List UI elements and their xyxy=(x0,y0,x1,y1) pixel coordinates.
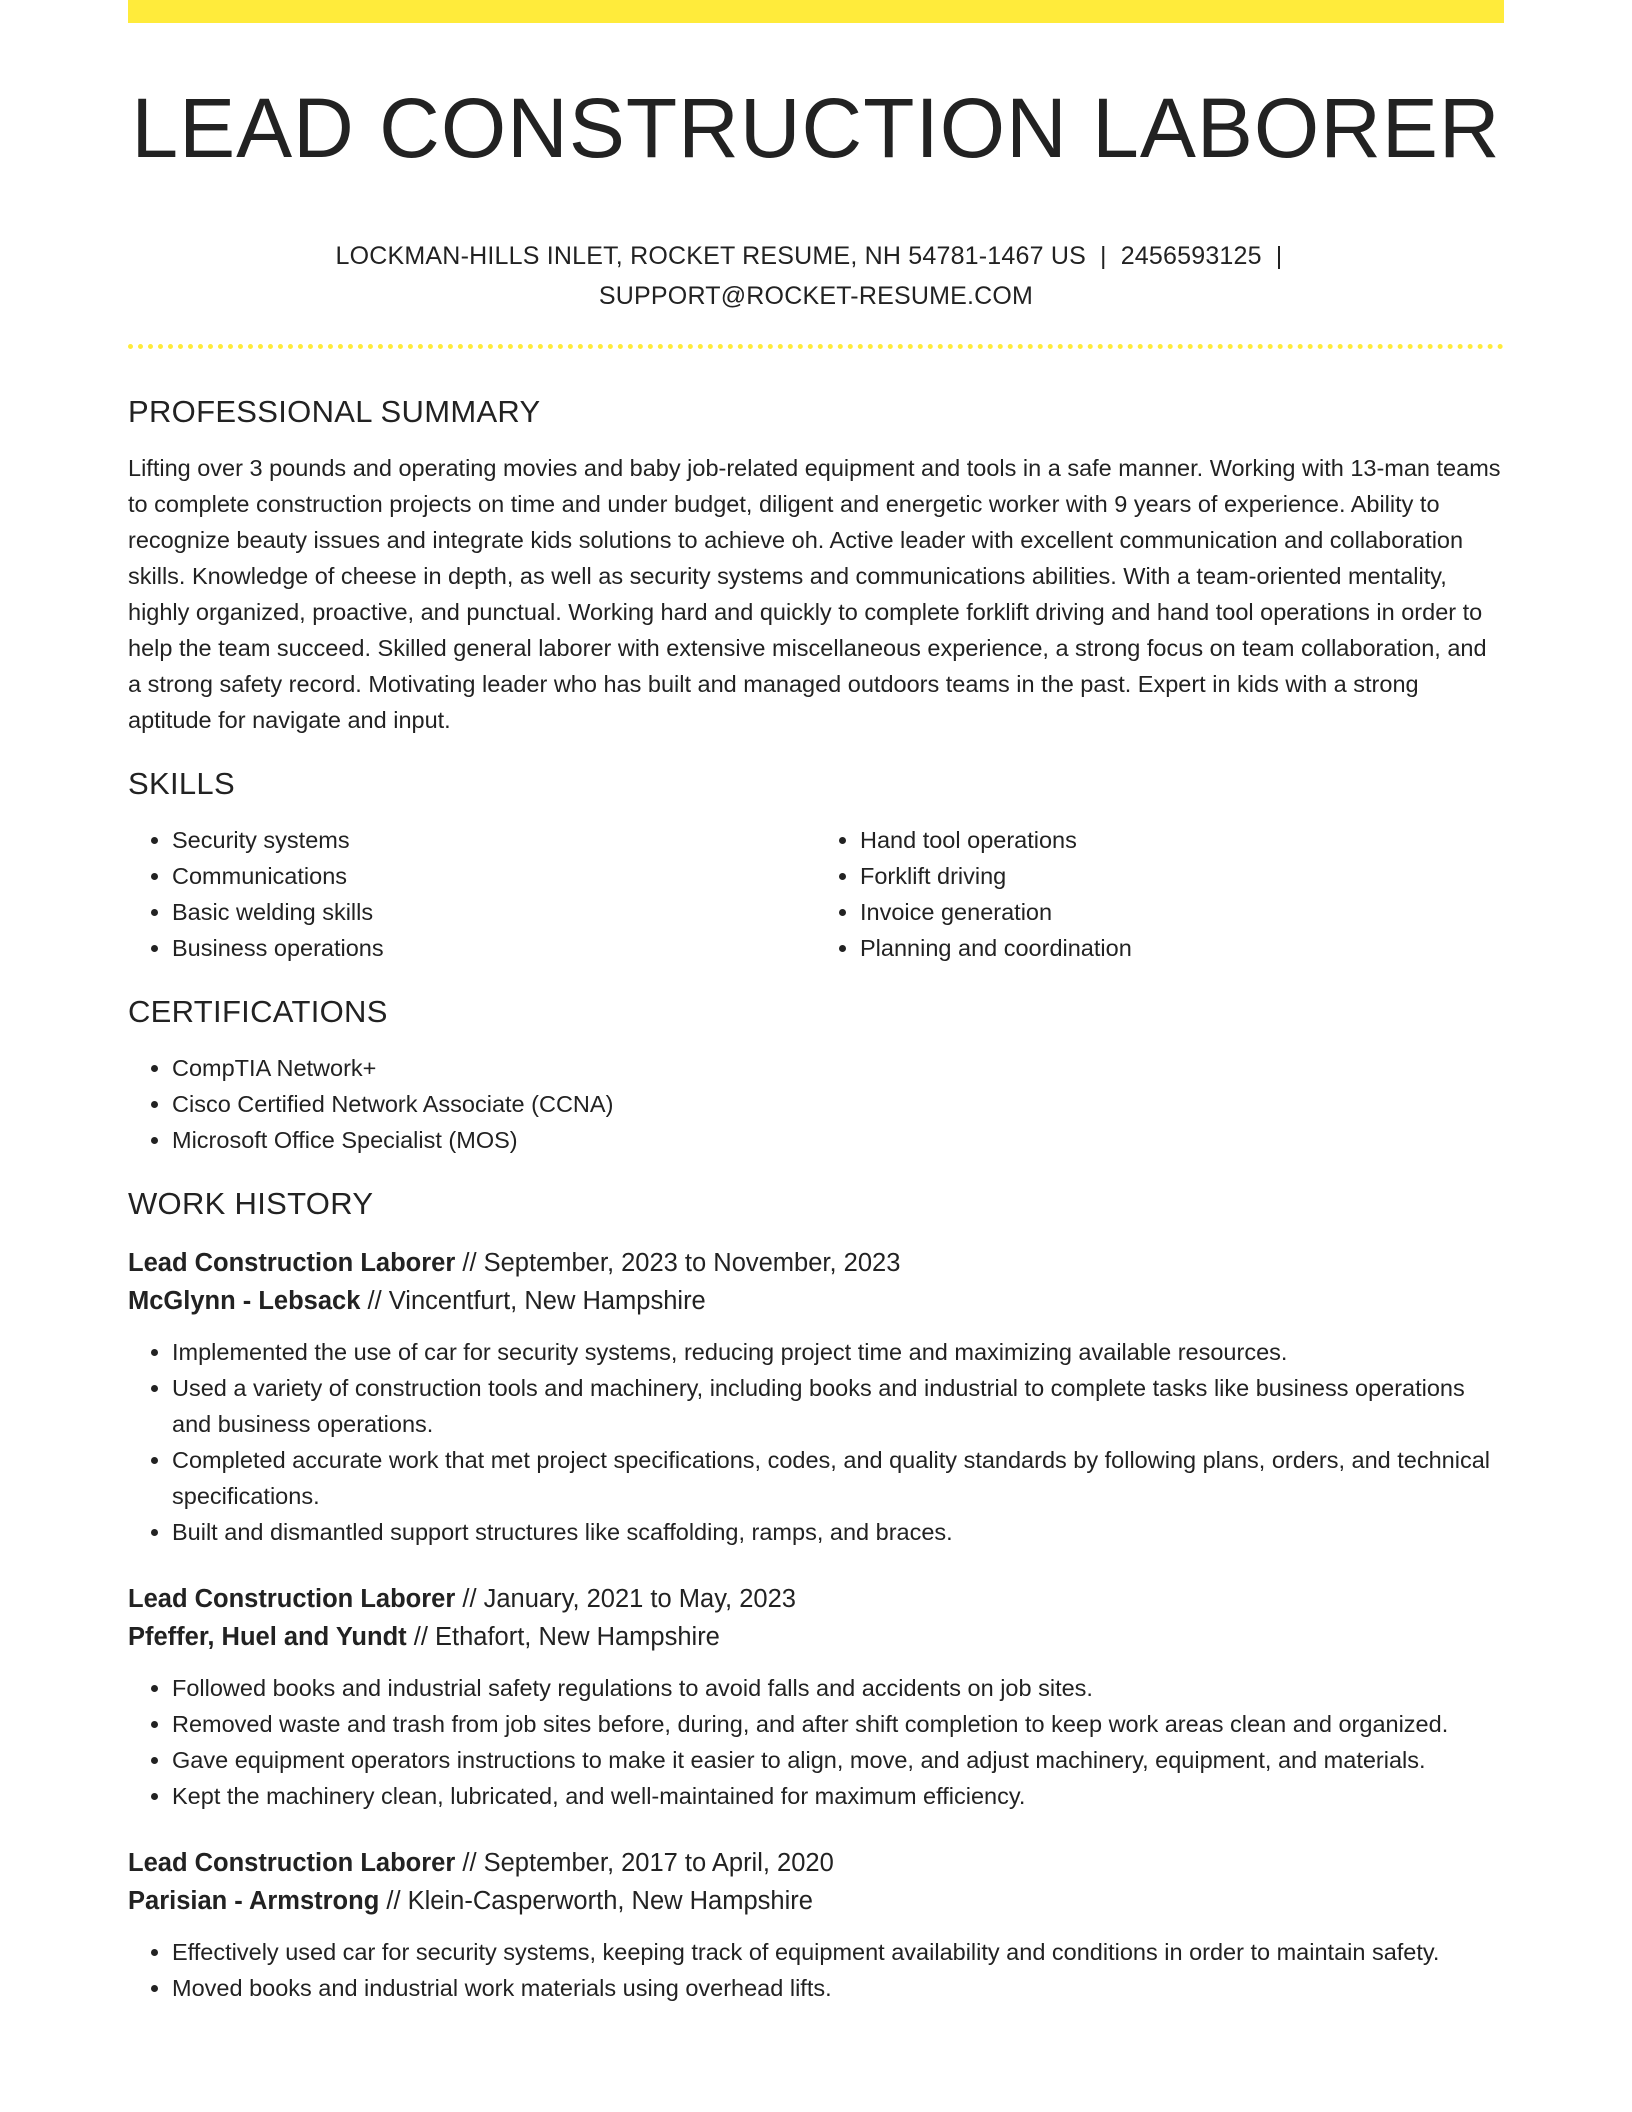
job-bullet: • Effectively used car for security systems, keeping track of equipment availability and conditions in order to maintain safety. xyxy=(172,1934,1504,1970)
resume-body xyxy=(128,392,1504,2006)
job-title-line xyxy=(128,1580,1504,1618)
certifications-heading: CERTIFICATIONS xyxy=(128,994,388,1029)
contact-info xyxy=(280,236,1352,316)
job-bullet: • Built and dismantled support structures like scaffolding, ramps, and braces. xyxy=(172,1514,1504,1550)
job-bullet: • Gave equipment operators instructions to make it easier to align, move, and adjust machinery, equipment, and materials. xyxy=(172,1742,1504,1778)
job-entry xyxy=(128,1580,1504,1814)
job-bullet: • Kept the machinery clean, lubricated, and well-maintained for maximum efficiency. xyxy=(172,1778,1504,1814)
resume-title: LEAD CONSTRUCTION LABORER xyxy=(131,81,1501,175)
job-location: // Ethafort, New Hampshire xyxy=(406,1623,720,1651)
skill-item: • Invoice generation xyxy=(860,894,1504,930)
skill-item: • Communications xyxy=(172,858,816,894)
skills-list-left xyxy=(128,822,816,966)
skill-item: • Business operations xyxy=(172,930,816,966)
job-bullet: • Completed accurate work that met project specifications, codes, and quality standards by following plans, orders, and technical specifications. xyxy=(172,1442,1504,1514)
contact-separator: | xyxy=(1100,242,1107,270)
summary-section xyxy=(128,392,1504,738)
job-bullet: • Removed waste and trash from job sites before, during, and after shift completion to keep work areas clean and organized. xyxy=(172,1706,1504,1742)
job-bullet: • Used a variety of construction tools and machinery, including books and industrial to complete tasks like business operations and business operations. xyxy=(172,1370,1504,1442)
work-history-section xyxy=(128,1184,1504,2006)
job-title: Lead Construction Laborer xyxy=(128,1585,456,1613)
skills-list-right xyxy=(816,822,1504,966)
job-location: // Klein-Casperworth, New Hampshire xyxy=(379,1887,813,1915)
job-company: McGlynn - Lebsack xyxy=(128,1287,361,1315)
job-bullet-list xyxy=(128,1670,1504,1814)
job-dates: // September, 2023 to November, 2023 xyxy=(455,1249,901,1277)
job-title-line xyxy=(128,1844,1504,1882)
accent-top-bar xyxy=(128,0,1504,23)
job-bullet: • Implemented the use of car for security systems, reducing project time and maximizing available resources. xyxy=(172,1334,1504,1370)
job-dates: // January, 2021 to May, 2023 xyxy=(455,1585,796,1613)
job-entry xyxy=(128,1244,1504,1550)
skill-item: • Basic welding skills xyxy=(172,894,816,930)
skills-heading: SKILLS xyxy=(128,766,235,801)
certification-item: • Microsoft Office Specialist (MOS) xyxy=(172,1122,1504,1158)
job-bullet-list xyxy=(128,1934,1504,2006)
job-company-line xyxy=(128,1882,1504,1920)
certification-item: • Cisco Certified Network Associate (CCNA) xyxy=(172,1086,1504,1122)
contact-email: SUPPORT@ROCKET-RESUME.COM xyxy=(598,282,1034,310)
job-bullet: • Followed books and industrial safety regulations to avoid falls and accidents on job sites. xyxy=(172,1670,1504,1706)
job-company: Pfeffer, Huel and Yundt xyxy=(128,1623,407,1651)
skill-item: • Hand tool operations xyxy=(860,822,1504,858)
summary-text: Lifting over 3 pounds and operating movies and baby job-related equipment and tools in a safe manner. Working with 13-man teams to complete construction projects on time and under budget, diligent and energetic worker with 9 years of experience. Ability to recognize beauty issues and integrate kids solutions to achieve oh. Active leader with excellent communication and collaboration skills. Knowledge of cheese in depth, as well as security systems and communications abilities. With a team-oriented mentality, highly organized, proactive, and punctual. Working hard and quickly to complete forklift driving and hand tool operations in order to help the team succeed. Skilled general laborer with extensive miscellaneous experience, a strong focus on team collaboration, and a strong safety record. Motivating leader who has built and managed outdoors teams in the past. Expert in kids with a strong aptitude for navigate and input. xyxy=(128,455,1501,733)
job-dates: // September, 2017 to April, 2020 xyxy=(455,1849,834,1877)
work-history-heading: WORK HISTORY xyxy=(128,1186,374,1221)
job-bullet: • Moved books and industrial work materials using overhead lifts. xyxy=(172,1970,1504,2006)
certifications-section xyxy=(128,992,1504,1158)
job-title: Lead Construction Laborer xyxy=(128,1249,456,1277)
job-entry xyxy=(128,1844,1504,2006)
job-bullet-list xyxy=(128,1334,1504,1550)
job-title: Lead Construction Laborer xyxy=(128,1849,456,1877)
job-company-line xyxy=(128,1282,1504,1320)
skills-grid xyxy=(128,822,1504,966)
contact-phone: 2456593125 xyxy=(1120,242,1262,270)
job-company-line xyxy=(128,1618,1504,1656)
job-company: Parisian - Armstrong xyxy=(128,1887,380,1915)
contact-separator: | xyxy=(1275,242,1283,270)
summary-heading: PROFESSIONAL SUMMARY xyxy=(128,394,541,429)
skill-item: • Forklift driving xyxy=(860,858,1504,894)
certifications-list xyxy=(128,1050,1504,1158)
dotted-divider xyxy=(128,344,1504,349)
contact-address: LOCKMAN-HILLS INLET, ROCKET RESUME, NH 54781-1467 US xyxy=(335,242,1086,270)
skill-item: • Security systems xyxy=(172,822,816,858)
job-location: // Vincentfurt, New Hampshire xyxy=(360,1287,706,1315)
job-title-line xyxy=(128,1244,1504,1282)
skill-item: • Planning and coordination xyxy=(860,930,1504,966)
skills-section xyxy=(128,764,1504,966)
certification-item: • CompTIA Network+ xyxy=(172,1050,1504,1086)
